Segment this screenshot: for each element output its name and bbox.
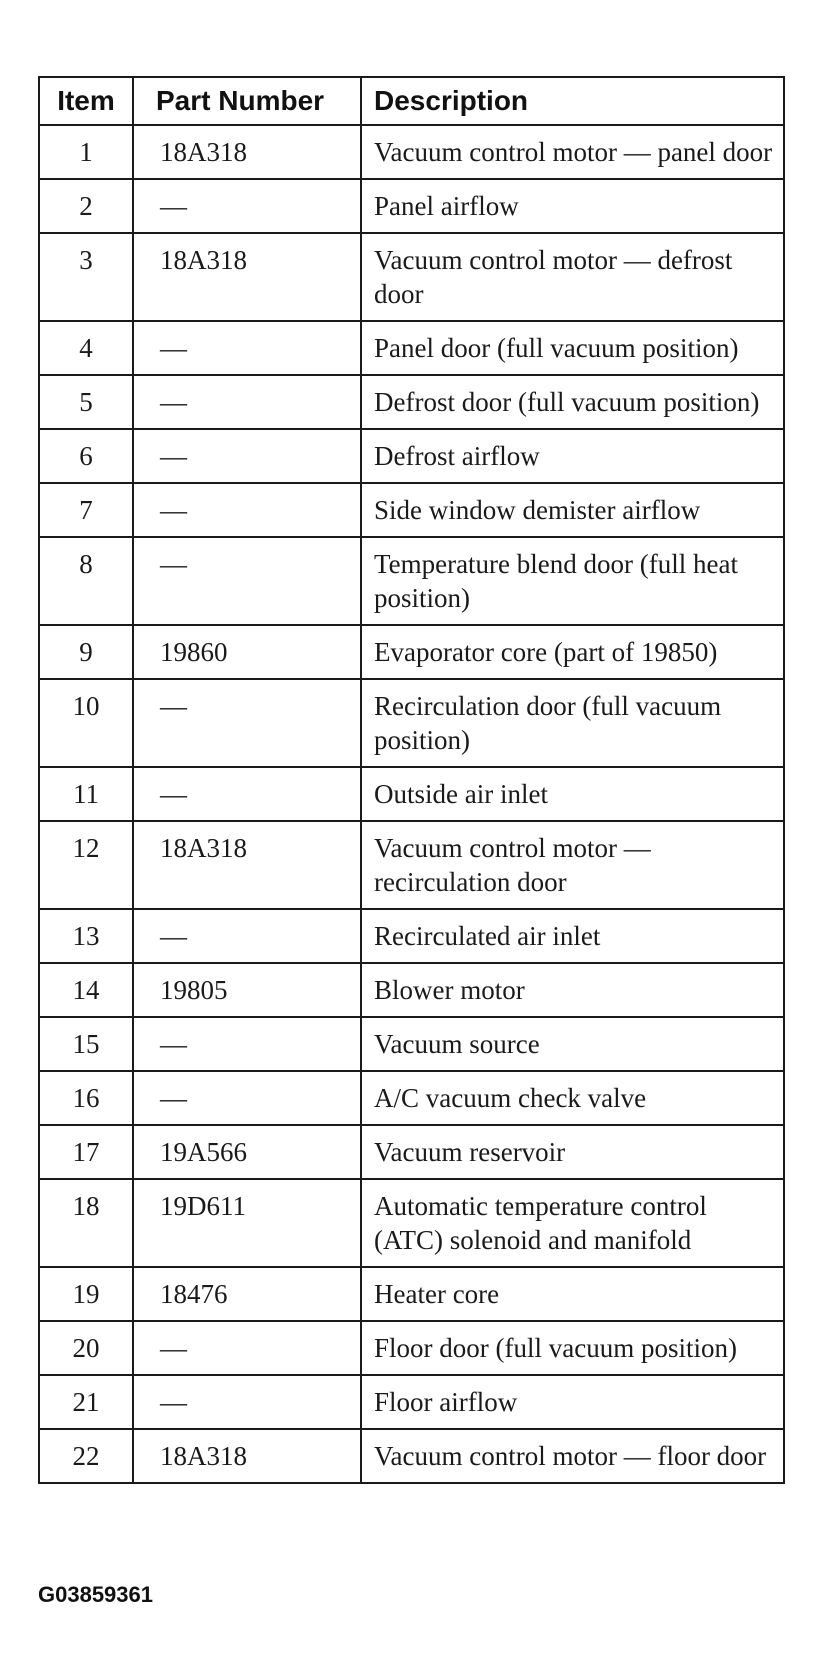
part-number-cell: — (133, 767, 361, 821)
header-part-number: Part Number (133, 77, 361, 125)
description-cell: Heater core (361, 1267, 784, 1321)
description-cell: Vacuum reservoir (361, 1125, 784, 1179)
item-cell: 14 (39, 963, 133, 1017)
part-number-cell: 18A318 (133, 1429, 361, 1483)
item-cell: 10 (39, 679, 133, 767)
item-cell: 1 (39, 125, 133, 179)
part-number-cell: 19A566 (133, 1125, 361, 1179)
table-row (39, 821, 784, 909)
description-cell: Vacuum control motor — panel door (361, 125, 784, 179)
description-cell: Recirculated air inlet (361, 909, 784, 963)
item-cell: 5 (39, 375, 133, 429)
header-row (39, 77, 784, 125)
item-cell: 3 (39, 233, 133, 321)
item-cell: 12 (39, 821, 133, 909)
table-row (39, 537, 784, 625)
item-cell: 18 (39, 1179, 133, 1267)
description-cell: Vacuum source (361, 1017, 784, 1071)
item-cell: 15 (39, 1017, 133, 1071)
part-number-cell: — (133, 1017, 361, 1071)
description-cell: Vacuum control motor — floor door (361, 1429, 784, 1483)
part-number-cell: — (133, 1375, 361, 1429)
part-number-cell: 18A318 (133, 125, 361, 179)
description-cell: Automatic temperature control (ATC) solenoid and manifold (361, 1179, 784, 1267)
description-cell: Floor door (full vacuum position) (361, 1321, 784, 1375)
description-cell: Vacuum control motor — recirculation door (361, 821, 784, 909)
part-number-cell: — (133, 179, 361, 233)
description-cell: Panel airflow (361, 179, 784, 233)
item-cell: 6 (39, 429, 133, 483)
item-cell: 2 (39, 179, 133, 233)
parts-table (38, 76, 785, 1484)
table-row (39, 1429, 784, 1483)
table-row (39, 963, 784, 1017)
table-row (39, 767, 784, 821)
table-row (39, 1017, 784, 1071)
item-cell: 17 (39, 1125, 133, 1179)
table-row (39, 125, 784, 179)
header-item: Item (39, 77, 133, 125)
part-number-cell: 18A318 (133, 821, 361, 909)
item-cell: 22 (39, 1429, 133, 1483)
part-number-cell: 19860 (133, 625, 361, 679)
table-row (39, 1375, 784, 1429)
table-row (39, 375, 784, 429)
item-cell: 20 (39, 1321, 133, 1375)
description-cell: A/C vacuum check valve (361, 1071, 784, 1125)
header-description: Description (361, 77, 784, 125)
table-row (39, 483, 784, 537)
table-row (39, 179, 784, 233)
item-cell: 13 (39, 909, 133, 963)
part-number-cell: — (133, 679, 361, 767)
table-row (39, 1125, 784, 1179)
description-cell: Defrost airflow (361, 429, 784, 483)
item-cell: 21 (39, 1375, 133, 1429)
description-cell: Floor airflow (361, 1375, 784, 1429)
table-row (39, 321, 784, 375)
item-cell: 11 (39, 767, 133, 821)
item-cell: 16 (39, 1071, 133, 1125)
description-cell: Defrost door (full vacuum position) (361, 375, 784, 429)
description-cell: Temperature blend door (full heat position) (361, 537, 784, 625)
description-cell: Vacuum control motor — defrost door (361, 233, 784, 321)
part-number-cell: — (133, 483, 361, 537)
part-number-cell: 19805 (133, 963, 361, 1017)
table-row (39, 909, 784, 963)
description-cell: Evaporator core (part of 19850) (361, 625, 784, 679)
item-cell: 4 (39, 321, 133, 375)
part-number-cell: 18A318 (133, 233, 361, 321)
part-number-cell: — (133, 321, 361, 375)
part-number-cell: — (133, 1321, 361, 1375)
table-row (39, 679, 784, 767)
table-row (39, 1267, 784, 1321)
item-cell: 9 (39, 625, 133, 679)
table-row (39, 429, 784, 483)
table-row (39, 625, 784, 679)
item-cell: 19 (39, 1267, 133, 1321)
item-cell: 8 (39, 537, 133, 625)
table-row (39, 233, 784, 321)
description-cell: Blower motor (361, 963, 784, 1017)
table-row (39, 1179, 784, 1267)
part-number-cell: — (133, 909, 361, 963)
table-row (39, 1071, 784, 1125)
description-cell: Panel door (full vacuum position) (361, 321, 784, 375)
part-number-cell: — (133, 429, 361, 483)
description-cell: Side window demister airflow (361, 483, 784, 537)
part-number-cell: 18476 (133, 1267, 361, 1321)
description-cell: Outside air inlet (361, 767, 784, 821)
part-number-cell: — (133, 1071, 361, 1125)
table-row (39, 1321, 784, 1375)
figure-code: G03859361 (38, 1582, 153, 1607)
table-body (39, 125, 784, 1483)
part-number-cell: — (133, 375, 361, 429)
part-number-cell: 19D611 (133, 1179, 361, 1267)
description-cell: Recirculation door (full vacuum position) (361, 679, 784, 767)
item-cell: 7 (39, 483, 133, 537)
part-number-cell: — (133, 537, 361, 625)
